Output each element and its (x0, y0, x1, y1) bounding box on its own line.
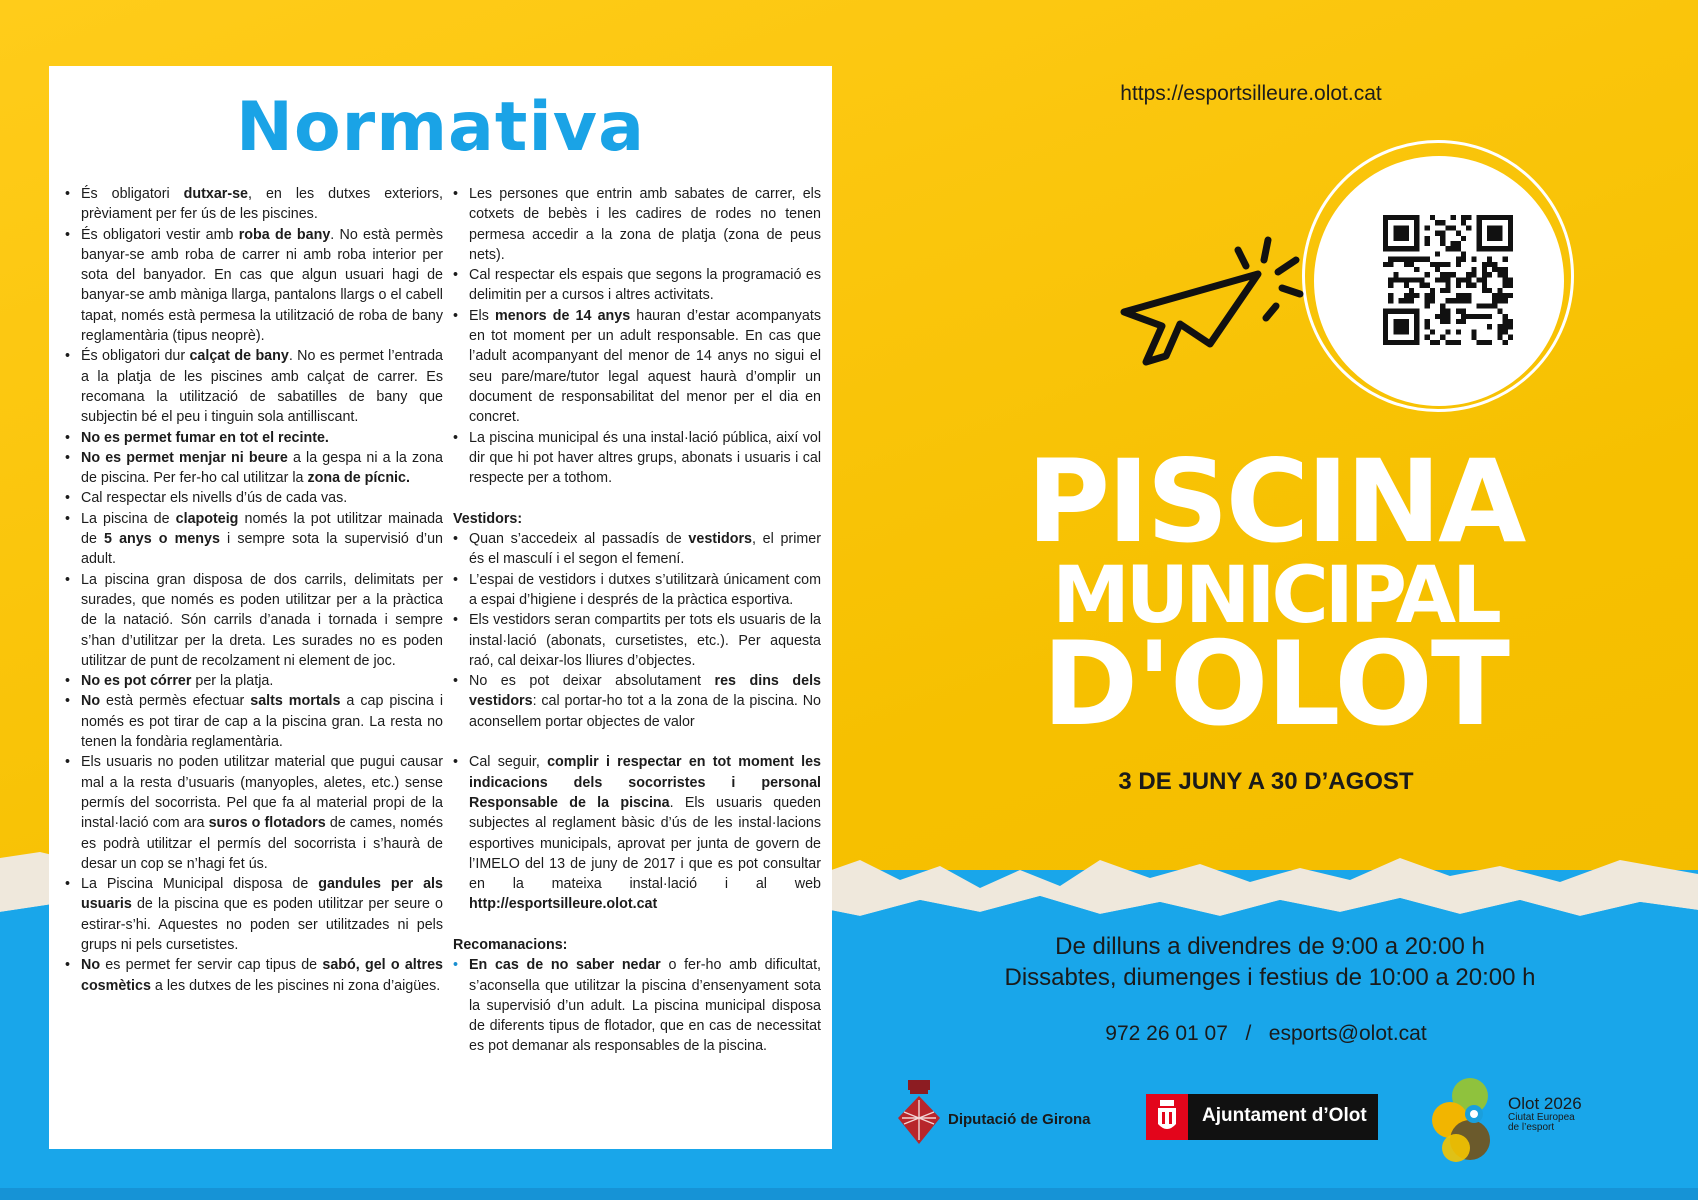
rule-item (63, 671, 443, 691)
title-line-1: PISCINA (1026, 435, 1524, 568)
rule-emphasis: En cas de no saber nedar (469, 957, 661, 974)
rule-text: La Piscina Municipal disposa de (81, 876, 319, 893)
olot-2026-subtitle-1: Ciutat Europea (1508, 1112, 1575, 1123)
rule-item (63, 691, 443, 752)
rule-text: i sempre sota la supervisió d’un adult. (81, 531, 443, 568)
contact-line (1016, 1022, 1516, 1046)
rule-text: Cal respectar els espais que segons la programació es delimitin per a cursos i altres activitats. (469, 267, 821, 304)
rule-text: o fer-ho amb dificultat, s’aconsella que utilitzar la piscina d’ensenyament sota la supervisió d’un adult. La piscina municipal disposa de diferents tipus de flotador, que en cas de necessitat es pot demanar als responsables de la piscina. (469, 957, 822, 1055)
rule-text: , en les dutxes exteriors, prèviament per fer ús de les piscines. (81, 186, 443, 223)
rule-text: només la pot utilitzar mainada de (81, 510, 443, 548)
rule-text: La piscina gran disposa de dos carrils, delimitats per surades, que només es poden utilitzar per a la pràctica de la natació. Són carrils d’anada i tornada i sempre s’han d’utilitzar per la dreta. Les surades no es poden utilitzar de punt de recolzament ni element de joc. (81, 571, 443, 669)
rules-list-socorristes (451, 752, 821, 914)
rule-text: Cal seguir, (469, 754, 548, 771)
olot-2026-logo (1426, 1074, 1616, 1166)
rule-emphasis: salts mortals (250, 693, 341, 710)
rule-text: per la platja. (191, 673, 274, 690)
rule-emphasis: No es permet menjar ni beure (81, 449, 288, 466)
panel-title: Normativa (236, 88, 645, 167)
website-url[interactable]: https://esportsilleure.olot.cat (1120, 82, 1382, 105)
vestidors-heading: Vestidors: (453, 510, 523, 527)
qr-code-icon[interactable] (1383, 215, 1513, 345)
ajuntament-logo (1146, 1094, 1378, 1140)
rule-item (451, 265, 821, 306)
rule-item (63, 874, 443, 955)
rule-item (451, 570, 821, 611)
rule-emphasis: menors de 14 anys (494, 307, 631, 324)
rule-text: : cal portar-ho tot a la zona de la piscina. No aconsellem portar objectes de valor (469, 693, 821, 730)
rule-item (63, 225, 443, 347)
rule-item (63, 184, 443, 225)
rules-column-right (451, 184, 821, 1057)
rule-text: . No està permès banyar-se amb roba de carrer ni amb roba interior per sota del banyador. En cas que algun usuari hagi de banyar-se amb màniga llarga, pantalons llargs o el cabell tapat, només està permesa la utilització de roba de bany reglamentària (tipus neoprè). (81, 226, 444, 345)
rule-text: És obligatori (81, 186, 184, 202)
recomanacions-heading: Recomanacions: (453, 936, 568, 953)
rule-emphasis: res dins dels vestidors (469, 673, 821, 710)
rules-panel (49, 66, 832, 1149)
rule-emphasis: roba de bany (238, 226, 331, 243)
rule-item (451, 428, 821, 489)
rule-text: L’espai de vestidors i dutxes s’utilitzarà únicament com a espai d’higiene i després de la pràctica esportiva. (469, 571, 821, 608)
rule-emphasis: calçat de bany (189, 348, 289, 365)
diputacio-logo-text: Diputació de Girona (948, 1111, 1091, 1128)
hours-weekends: Dissabtes, diumenges i festius de 10:00 a 20:00 h (1004, 964, 1536, 991)
rule-text: de cames, només es podrà utilitzar el permís del socorrista i s’haurà de desar un cop se n’hagi fet ús. (81, 815, 443, 872)
rule-item (451, 610, 821, 671)
diputacio-logo (896, 1078, 1096, 1148)
diputacio-crest-icon (896, 1078, 942, 1148)
title-line-2: MUNICIPAL (1052, 551, 1498, 641)
olot-2026-title: Olot 2026 (1508, 1094, 1582, 1113)
rules-list-left (63, 184, 443, 996)
rule-emphasis: sabó, gel o altres cosmètics (81, 957, 443, 994)
rule-text: . Els usuaris queden subjectes al reglament bàsic d’ús de les instal·lacions esportives municipals, aprovat per junta de govern de l’IMELO del 13 de juny de 2017 i que es pot consultar en la mateixa instal·lació i al web (469, 794, 822, 893)
rule-text: Cal respectar els nivells d’ús de cada vas. (81, 490, 348, 507)
rule-text: Els vestidors seran compartits per tots els usuaris de la instal·lació (abonats, cursetistes, etc.). Per aquesta raó, cal deixar-los lliures d’objectes. (469, 612, 821, 669)
rule-item (63, 488, 443, 508)
phone-number[interactable]: 972 26 01 07 (1105, 1022, 1228, 1045)
season-dates: 3 DE JUNY A 30 D’AGOST (1118, 768, 1414, 795)
ajuntament-crest-icon (1146, 1094, 1188, 1140)
rule-emphasis: complir i respectar en tot moment les indicacions dels socorristes i personal Responsable de la piscina (469, 754, 821, 811)
rule-emphasis: suros o flotadors (208, 815, 326, 832)
rule-text: a la gespa ni a la zona de piscina. Per fer-ho cal utilitzar la (81, 449, 444, 487)
olot-2026-mark-icon (1426, 1074, 1502, 1166)
cursor-click-icon (1118, 232, 1314, 372)
rule-text: La piscina de (81, 510, 176, 527)
rule-emphasis: 5 anys o menys (104, 531, 220, 548)
rule-emphasis: vestidors (688, 531, 752, 548)
rule-item (451, 955, 821, 1056)
rule-text: És obligatori dur (81, 348, 190, 365)
hours-weekdays: De dilluns a divendres de 9:00 a 20:00 h (1055, 933, 1485, 960)
rule-item (63, 428, 443, 448)
title-line-3: D'OLOT (1042, 617, 1508, 752)
rules-list-recomanacions (451, 955, 821, 1056)
rule-text: És obligatori vestir amb (81, 226, 239, 243)
rule-item (63, 346, 443, 427)
rule-emphasis: No es pot córrer (81, 673, 192, 690)
rule-emphasis: http://esportsilleure.olot.cat (469, 896, 658, 913)
olot-2026-logo-text (1508, 1094, 1582, 1133)
rules-column-left (63, 184, 443, 996)
rule-emphasis: dutxar-se (183, 186, 249, 202)
rule-emphasis: clapoteig (175, 510, 239, 527)
rule-item (451, 752, 821, 914)
rule-item (451, 529, 821, 570)
rule-item (63, 955, 443, 996)
rule-text: Els usuaris no poden utilitzar material que pugui causar mal a la resta d’usuaris (manyoples, aletes, etc.) sense permís del socorrista. Pel que fa al material propi de la instal·lació com ara (81, 754, 443, 832)
rules-list-vestidors (451, 529, 821, 732)
rules-list-general (451, 184, 821, 488)
rule-text: Els (469, 307, 495, 324)
rule-text: de la piscina que es poden utilitzar per seure o estirar-s’hi. Aquestes no poden ser utilitzades ni pels grups ni pels cursetistes. (81, 896, 443, 953)
ajuntament-logo-text: Ajuntament d’Olot (1202, 1105, 1367, 1126)
contact-separator: / (1245, 1022, 1252, 1045)
rule-item (63, 509, 443, 570)
rule-item (451, 184, 821, 265)
rule-emphasis: gandules per als usuaris (81, 876, 443, 913)
rule-text: . No es permet l’entrada a la platja de les piscines amb calçat de carrer. Es recomana la utilització de sabatilles de bany que subjectin bé el peu i tinguin sola antilliscant. (81, 348, 443, 426)
rule-item (451, 671, 821, 732)
rule-item (63, 570, 443, 671)
rule-text: No es pot deixar absolutament (469, 673, 715, 690)
rule-text: hauran d’estar acompanyats en tot moment per un adult responsable. En cas que l’adult acompanyant del menor de 14 anys no sigui el seu pare/mare/tutor legal aquest haurà d’omplir un document de responsabilitat del menor per el dia en concret. (469, 307, 821, 426)
rule-text: La piscina municipal és una instal·lació pública, així vol dir que hi pot haver altres grups, abonats i usuaris i cal respecte per a tothom. (469, 429, 821, 487)
rule-emphasis: No es permet fumar en tot el recinte. (81, 429, 329, 446)
rule-text: Les persones que entrin amb sabates de carrer, els cotxets de bebès i les cadires de rodes no tenen permesa accedir a la zona de platja (zona de peus nets). (469, 186, 821, 263)
olot-2026-subtitle-2: de l’esport (1508, 1122, 1555, 1133)
rule-text: a cap piscina i només es pot tirar de cap a la piscina gran. La resta no tenen la fondària reglamentària. (81, 693, 443, 751)
rule-text: es permet fer servir cap tipus de (100, 957, 323, 974)
rule-text: Quan s’accedeix al passadís de (469, 531, 689, 548)
rule-text: està permès efectuar (100, 693, 251, 710)
rule-item (63, 752, 443, 874)
rule-item (63, 448, 443, 489)
rule-text: , el primer és el masculí i el segon el femení. (469, 531, 821, 568)
rule-emphasis: No (81, 957, 101, 974)
rule-emphasis: No (81, 693, 101, 710)
rule-item (451, 306, 821, 428)
rule-text: a les dutxes de les piscines ni zona d’aigües. (150, 977, 441, 994)
rule-emphasis: zona de pícnic. (307, 470, 410, 487)
email-address[interactable]: esports@olot.cat (1268, 1022, 1427, 1045)
bottom-strip (0, 1188, 1698, 1200)
